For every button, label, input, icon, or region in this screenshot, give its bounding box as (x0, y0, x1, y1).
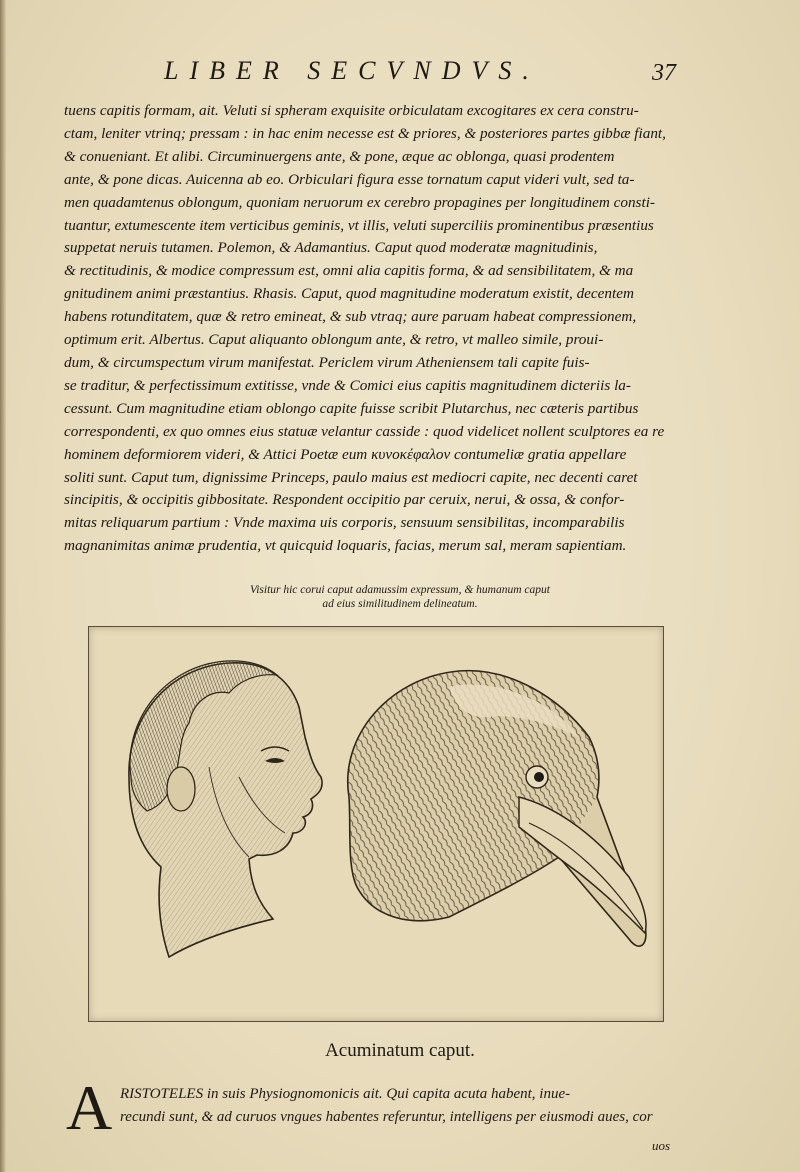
text-line: RISTOTELES in suis Physiognomonicis ait. Qui capita acuta habent, inue- (120, 1086, 571, 1102)
caption-line: ad eius similitudinem delineatum. (322, 598, 478, 610)
text-line: ante, & pone dicas. Auicenna ab eo. Orbiculari figura esse tornatum caput videri vult, sed ta- (64, 170, 635, 188)
figure-caption (150, 583, 650, 611)
text-line: optimum erit. Albertus. Caput aliquanto oblongum ante, & retro, vt malleo simile, proui- (64, 331, 604, 349)
catchword: uos (652, 1138, 671, 1153)
text-line: se traditur, & perfectissimum extitisse, vnde & Comici eius capitis magnitudinem dicteriis la- (64, 376, 631, 394)
human-head-engraving (129, 661, 322, 957)
caption-line: Visitur hic corui caput adamussim expressum, & humanum caput (250, 584, 550, 596)
text-line: recundi sunt, & ad curuos vngues habentes referuntur, intelligens per eiusmodi aues, cor (120, 1109, 653, 1125)
section-text-block (120, 1083, 720, 1129)
text-line: mitas reliquarum partium : Vnde maxima uis corporis, sensuum sensibilitas, incomparabilis (64, 514, 625, 532)
drop-cap-initial: A (66, 1072, 113, 1143)
page-number: 37 (652, 60, 676, 86)
text-line: men quadamtenus oblongum, quoniam neruorum ex cerebro propagines per longitudinem consti- (64, 193, 655, 211)
text-line: hominem deformiorem videri, & Attici Poetæ eum κυνοκέφαλον contumeliæ gratia appellare (64, 445, 627, 463)
text-line: habens rotunditatem, quæ & retro emineat, & sub vtraq; aure paruam habeat compressionem, (64, 308, 637, 326)
text-line: soliti sunt. Caput tum, dignissime Princeps, paulo maius est mediocri capite, nec decenti caret (64, 468, 638, 486)
text-line: magnanimitas animæ prudentia, vt quicquid loquaris, facias, merum sal, meram sapientiam. (64, 537, 627, 555)
page-header (0, 56, 800, 90)
text-line: & conueniant. Et alibi. Circuminuergens ante, & pone, æque ac oblonga, quasi prodentem (64, 147, 615, 165)
text-line: correspondenti, ex quo omnes eius statuæ velantur casside : quod videlicet nollent sculptores ea re (64, 422, 665, 440)
figure-title: Acuminatum caput. (325, 1040, 475, 1061)
engraving-illustration (89, 627, 663, 1021)
text-line: dum, & circumspectum virum manifestat. Periclem virum Atheniensem tali capite fuis- (64, 353, 590, 371)
text-line: & rectitudinis, & modice compressum est, omni alia capitis forma, & ad sensibilitatem, & ma (64, 262, 634, 280)
text-line: suppetat neruis tutamen. Polemon, & Adamantius. Caput quod moderatæ magnitudinis, (64, 239, 598, 257)
engraving-plate (88, 626, 664, 1022)
text-line: ctam, leniter vtrinq; pressam : in hac enim necesse est & priores, & posteriores partes gibbæ fiant, (64, 124, 666, 142)
text-line: sincipitis, & occipitis gibbositate. Respondent occipitio par ceruix, nerui, & ossa, & confor- (64, 491, 625, 509)
raven-head-engraving (348, 671, 646, 946)
main-text-block (64, 100, 718, 558)
text-line: cessunt. Cum magnitudine etiam oblongo capite fuisse scribit Plutarchus, nec cæteris partibus (64, 399, 639, 417)
text-line: gnitudinem animi præstantius. Rhasis. Caput, quod magnitudine moderatum existit, decentem (64, 285, 634, 303)
running-head: LIBER SECVNDVS. (164, 56, 540, 85)
page-gutter-edge (0, 0, 6, 1172)
text-line: tuens capitis formam, ait. Veluti si spheram exquisite orbiculatam excogitares ex cera constru- (64, 102, 639, 119)
text-line: tuantur, extumescente item verticibus geminis, vt illis, veluti superciliis prominentibus præsentius (64, 216, 654, 234)
